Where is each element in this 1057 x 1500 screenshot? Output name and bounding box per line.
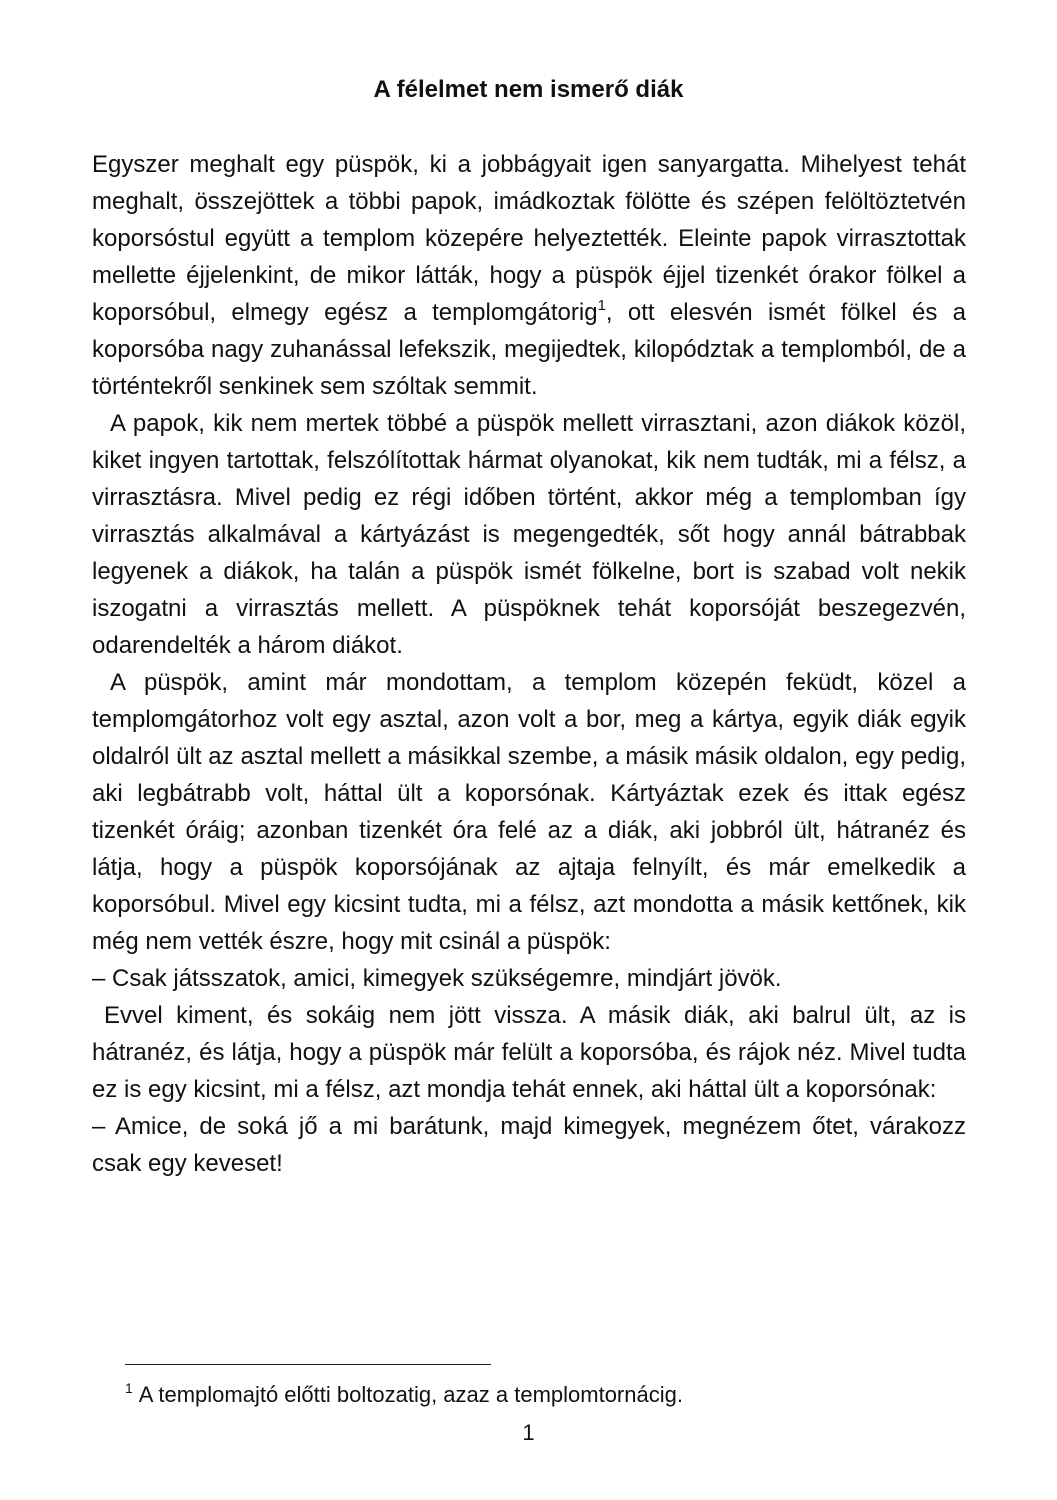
footnote-text: A templomajtó előtti boltozatig, azaz a templomtornácig. <box>138 1382 683 1407</box>
footnote-marker: 1 <box>125 1380 133 1396</box>
paragraph-1-text-b: , ott elesvén ismét fölkel és a koporsóba nagy zuhanással lefekszik, megijedtek, kilopództak a templomból, de a történtekről senkinek sem szóltak semmit. <box>92 299 966 400</box>
story-title: A félelmet nem ismerő diák <box>373 76 684 103</box>
page-number: 1 <box>522 1420 535 1445</box>
footnote-reference: 1 <box>597 297 606 314</box>
paragraph-2: A papok, kik nem mertek többé a püspök mellett virrasztani, azon diákok közöl, kiket ingyen tartottak, felszólítottak hármat olyanokat, kik nem tudták, mi a félsz, a virrasztásra. Mivel pedig ez régi időben történt, akkor még a templomban így virrasztás alkalmával a kártyázást is megengedték, sőt hogy annál bátrabbak legyenek a diákok, ha talán a püspök ismét fölkelne, bort is szabad volt nekik iszogatni a virrasztás mellett. A püspöknek tehát koporsóját beszegezvén, odarendelték a három diákot. <box>92 410 966 659</box>
paragraph-1 <box>92 146 966 405</box>
paragraph-3: A püspök, amint már mondottam, a templom közepén feküdt, közel a templomgátorhoz volt egy asztal, azon volt a bor, meg a kártya, egyik diák egyik oldalról ült az asztal mellett a másikkal szembe, a másik másik oldalon, egy pedig, aki legbátrabb volt, háttal ült a koporsónak. Kártyáztak ezek és ittak egész tizenkét óráig; azonban tizenkét óra felé az a diák, aki jobbról ült, hátranéz és látja, hogy a püspök koporsójának az ajtaja felnyílt, és már emelkedik a koporsóbul. Mivel egy kicsint tudta, mi a félsz, azt mondotta a másik kettőnek, kik még nem vették észre, hogy mit csinál a püspök: <box>92 669 966 955</box>
paragraph-5: Evvel kiment, és sokáig nem jött vissza. A másik diák, aki balrul ült, az is hátranéz, és látja, hogy a püspök már felült a koporsóba, és rájok néz. Mivel tudta ez is egy kicsint, mi a félsz, azt mondja tehát ennek, aki háttal ült a koporsónak: <box>92 1002 966 1103</box>
dialogue-line-1: – Csak játsszatok, amici, kimegyek szükségemre, mindjárt jövök. <box>92 965 782 992</box>
dialogue-line-2: – Amice, de soká jő a mi barátunk, majd kimegyek, megnézem őtet, várakozz csak egy keveset! <box>92 1113 966 1177</box>
footnote-divider <box>125 1364 491 1365</box>
footnote <box>125 1380 925 1410</box>
paragraph-1-text-a: Egyszer meghalt egy püspök, ki a jobbágyait igen sanyargatta. Mihelyest tehát meghalt, összejöttek a többi papok, imádkoztak fölötte és szépen felöltöztetvén koporsóstul együtt a templom közepére helyeztették. Eleinte papok virrasztottak mellette éjjelenkint, de mikor látták, hogy a püspök éjjel tizenkét órakor fölkel a koporsóbul, elmegy egész a templomgátorig <box>92 151 966 326</box>
story-body <box>92 146 966 1182</box>
